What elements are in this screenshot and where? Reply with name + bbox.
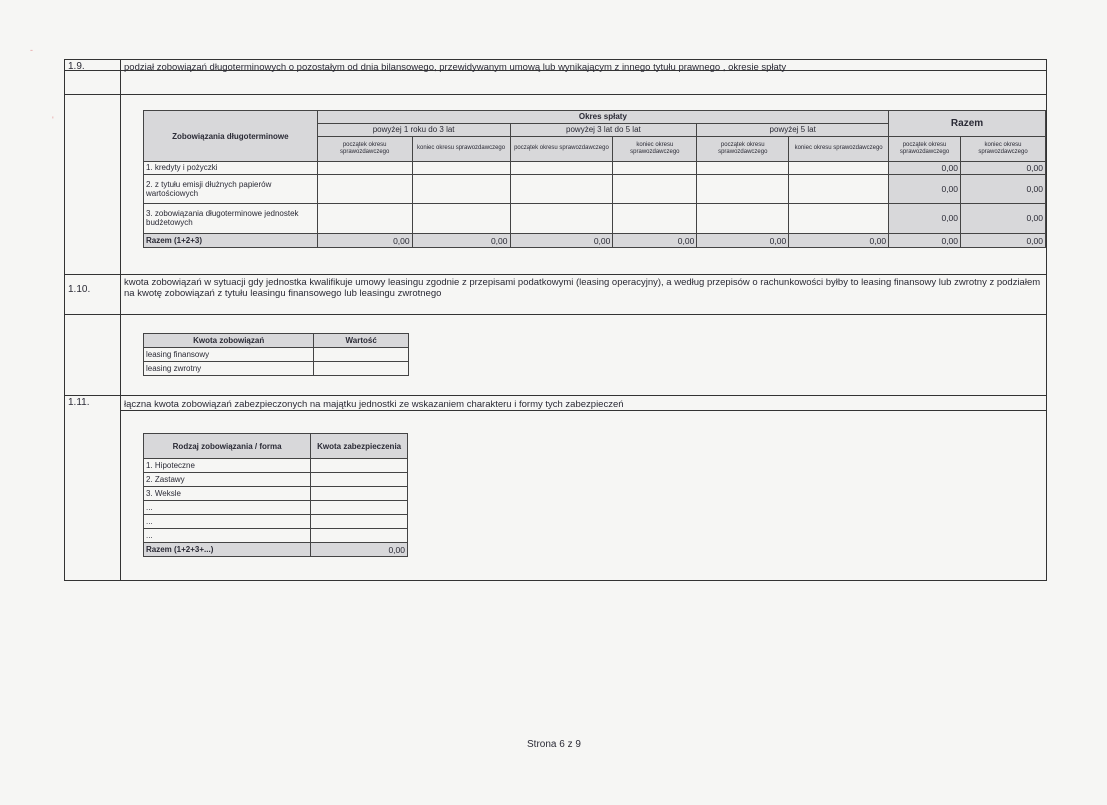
- section-text: łączna kwota zobowiązań zabezpieczonych na majątku jednostki ze wskazaniem charakteru i formy tych zabezpieczeń: [124, 399, 624, 410]
- cell-value: [311, 529, 408, 543]
- row-label: 3. Weksle: [144, 487, 311, 501]
- table-row: [144, 203, 1046, 233]
- cell-value: [613, 162, 697, 175]
- cell-value: 0,00: [889, 234, 961, 248]
- leasing-table: [143, 333, 409, 376]
- section-text: podział zobowiązań długoterminowych o pozostałym od dnia bilansowego, przewidywanym umową lub wynikającym z innego tytułu prawnego , okresie spłaty: [124, 62, 787, 73]
- cell-value: 0,00: [697, 234, 789, 248]
- cell-value: 0,00: [889, 174, 961, 203]
- table-row: [144, 515, 408, 529]
- table-row: [144, 487, 408, 501]
- table-row: [144, 174, 1046, 203]
- cell-value: 0,00: [311, 543, 408, 557]
- table-row: [144, 348, 409, 362]
- row-divider: [64, 274, 1047, 275]
- section-text: kwota zobowiązań w sytuacji gdy jednostka kwalifikuje umowy leasingu zgodnie z przepisami podatkowymi (leasing operacyjny), a według przepisów o rachunkowości byłby to leasing finansowy lub zwrotny z podziałem na kwotę zobowiązań z tytułu leasingu finansowego lub leasingu zwrotnego: [124, 277, 1041, 299]
- cell-value: 0,00: [510, 234, 613, 248]
- section-number: 1.11.: [68, 397, 90, 408]
- cell-value: 0,00: [961, 234, 1046, 248]
- col-sub-start: początek okresu sprawozdawczego: [510, 136, 613, 162]
- col-header-period-2: powyżej 3 lat do 5 lat: [510, 123, 697, 136]
- cell-value: [789, 162, 889, 175]
- col-sub-end: koniec okresu sprawozdawczego: [412, 136, 510, 162]
- cell-value: 0,00: [613, 234, 697, 248]
- cell-value: [613, 203, 697, 233]
- col-sub-end: koniec okresu sprawozdawczego: [613, 136, 697, 162]
- row-label: ...: [144, 529, 311, 543]
- cell-value: [697, 174, 789, 203]
- col-sub-end: koniec okresu sprawozdawczego: [961, 136, 1046, 162]
- pencil-mark: -: [30, 45, 33, 55]
- cell-value: [412, 174, 510, 203]
- row-label: Razem (1+2+3): [144, 234, 318, 248]
- row-label: 1. Hipoteczne: [144, 459, 311, 473]
- table-row: [144, 501, 408, 515]
- cell-value: [412, 162, 510, 175]
- row-label: leasing finansowy: [144, 348, 314, 362]
- long-term-liabilities-table: [143, 110, 1046, 248]
- cell-value: [311, 459, 408, 473]
- col-header: Kwota zabezpieczenia: [311, 434, 408, 459]
- row-label: ...: [144, 515, 311, 529]
- col-sub-start: początek okresu sprawozdawczego: [889, 136, 961, 162]
- cell-value: [311, 487, 408, 501]
- row-label: leasing zwrotny: [144, 362, 314, 376]
- row-divider: [120, 410, 1047, 411]
- cell-value: [317, 203, 412, 233]
- cell-value: [510, 174, 613, 203]
- cell-value: [317, 174, 412, 203]
- row-label: 2. z tytułu emisji dłużnych papierów wartościowych: [144, 174, 318, 203]
- col-header-period-1: powyżej 1 roku do 3 lat: [317, 123, 510, 136]
- col-sub-start: początek okresu sprawozdawczego: [697, 136, 789, 162]
- table-row: [144, 529, 408, 543]
- col-sub-end: koniec okresu sprawozdawczego: [789, 136, 889, 162]
- table-row: [144, 459, 408, 473]
- cell-value: [697, 162, 789, 175]
- table-row: [144, 162, 1046, 175]
- cell-value: [317, 162, 412, 175]
- row-divider: [64, 314, 1047, 315]
- col-header-okres: Okres spłaty: [317, 111, 888, 124]
- row-label: Razem (1+2+3+...): [144, 543, 311, 557]
- row-divider: [64, 395, 1047, 396]
- cell-value: [613, 174, 697, 203]
- total-row: [144, 234, 1046, 248]
- cell-value: [789, 203, 889, 233]
- cell-value: [314, 362, 409, 376]
- section-number: 1.9.: [68, 61, 85, 72]
- cell-value: [311, 473, 408, 487]
- col-header: Rodzaj zobowiązania / forma: [144, 434, 311, 459]
- column-divider: [120, 59, 121, 581]
- cell-value: [314, 348, 409, 362]
- table-row: [144, 473, 408, 487]
- cell-value: 0,00: [412, 234, 510, 248]
- cell-value: [697, 203, 789, 233]
- cell-value: 0,00: [961, 203, 1046, 233]
- cell-value: [311, 515, 408, 529]
- cell-value: 0,00: [889, 203, 961, 233]
- col-sub-start: początek okresu sprawozdawczego: [317, 136, 412, 162]
- row-label: 3. zobowiązania długoterminowe jednostek budżetowych: [144, 203, 318, 233]
- row-label: ...: [144, 501, 311, 515]
- cell-value: 0,00: [317, 234, 412, 248]
- col-header: Kwota zobowiązań: [144, 334, 314, 348]
- secured-liabilities-table: [143, 433, 408, 557]
- cell-value: 0,00: [889, 162, 961, 175]
- table-row: [144, 362, 409, 376]
- row-label: 1. kredyty i pożyczki: [144, 162, 318, 175]
- cell-value: [412, 203, 510, 233]
- cell-value: [510, 203, 613, 233]
- cell-value: 0,00: [961, 174, 1046, 203]
- cell-value: [510, 162, 613, 175]
- cell-value: [789, 174, 889, 203]
- total-row: [144, 543, 408, 557]
- row-label: 2. Zastawy: [144, 473, 311, 487]
- section-number: 1.10.: [68, 284, 91, 295]
- col-header-main: Zobowiązania długoterminowe: [144, 111, 318, 162]
- page-number: Strona 6 z 9: [527, 739, 581, 750]
- col-header-razem: Razem: [889, 111, 1046, 137]
- cell-value: [311, 501, 408, 515]
- row-divider: [64, 94, 1047, 95]
- cell-value: 0,00: [961, 162, 1046, 175]
- pencil-mark: ': [52, 115, 54, 125]
- col-header: Wartość: [314, 334, 409, 348]
- col-header-period-3: powyżej 5 lat: [697, 123, 889, 136]
- cell-value: 0,00: [789, 234, 889, 248]
